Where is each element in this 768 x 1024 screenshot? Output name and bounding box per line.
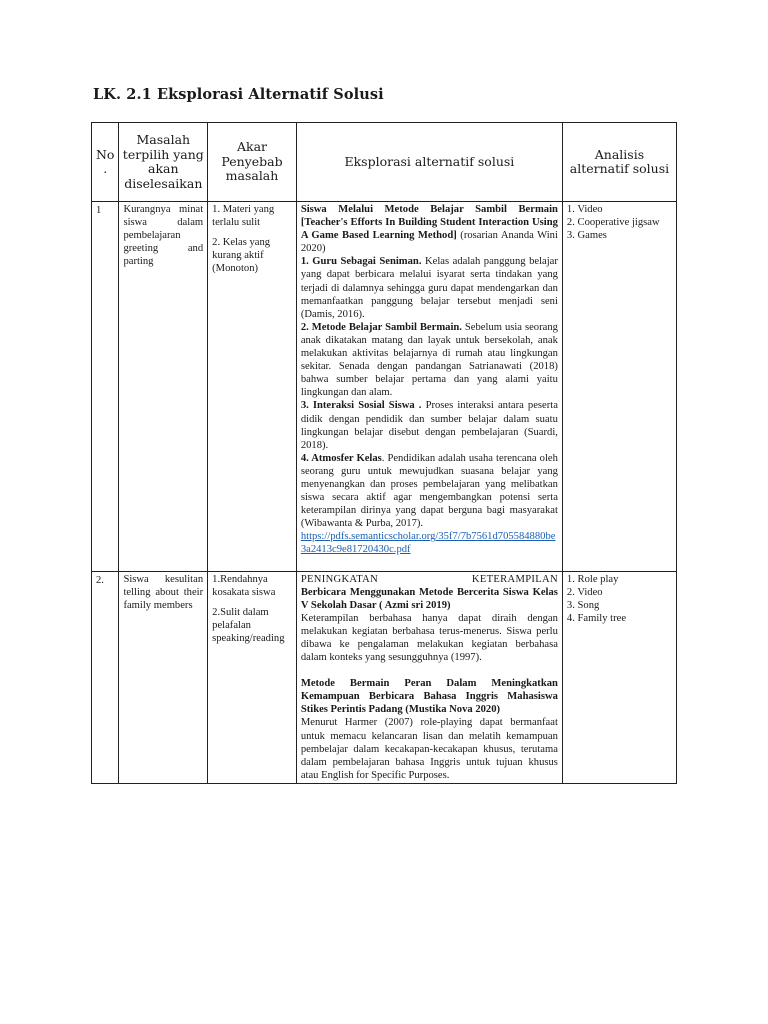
source-text: Keterampilan berbahasa hanya dapat diraih dengan melakukan kegiatan berbahasa terus-menerus. Siswa perlu dibawa ke pengalaman melakukan kegiatan berbahasa dalam konteks yang sesungguhnya (1997). bbox=[300, 612, 558, 664]
point-label: 1. Guru Sebagai Seniman. bbox=[300, 256, 422, 268]
analisis-item: 2. Cooperative jigsaw bbox=[566, 217, 660, 229]
header-analisis: Analisis alternatif solusi bbox=[562, 123, 676, 202]
point-text: Sebelum usia seorang anak dikatakan matang dan layak untuk bersekolah, anak melakukan aktivitas belajarnya di rumah atau lingkungan sekitar. Senada dengan pandangan Satrianawati (2018) bahwa sumber belajar pertama dan yang alami yaitu lingkungan dan alam. bbox=[300, 321, 558, 399]
analisis-item: 1. Role play bbox=[566, 573, 619, 585]
row-number: 2. bbox=[92, 571, 119, 783]
akar-item: 1.Rendahnya kosakata siswa bbox=[212, 573, 276, 598]
point-label: 2. Metode Belajar Sambil Bermain. bbox=[300, 321, 462, 333]
point-text: . Pendidikan adalah usaha terencana oleh seorang guru untuk mewujudkan suasana belajar yang menyenangkan dan proses pembelajaran yang melibatkan siswa secara aktif agar mengembangkan potensi serta keterampilan dirinya yang dapat berguna bagi masyarakat (Wibawanta & Purba, 2017). bbox=[300, 452, 558, 530]
analisis-cell bbox=[562, 571, 676, 783]
analisis-item: 4. Family tree bbox=[566, 612, 627, 624]
akar-cell bbox=[208, 571, 297, 783]
header-no: No . bbox=[92, 123, 119, 202]
masalah-cell: Kurangnya minat siswa dalam pembelajaran greeting and parting bbox=[119, 202, 208, 572]
header-eksplorasi: Eksplorasi alternatif solusi bbox=[296, 123, 562, 202]
analisis-item: 3. Games bbox=[566, 230, 607, 242]
source-title: Siswa Melalui Metode Belajar Sambil Bermain [Teacher's Efforts In Building Student Interaction Using A Game Based Learning Method] bbox=[300, 204, 558, 242]
table-row bbox=[92, 202, 677, 572]
akar-item: 1. Materi yang terlalu sulit bbox=[212, 204, 275, 229]
source-title: Berbicara Menggunakan Metode Bercerita Siswa Kelas V Sekolah Dasar ( Azmi sri 2019) bbox=[300, 586, 558, 611]
header-masalah: Masalah terpilih yang akan diselesaikan bbox=[119, 123, 208, 202]
reference-link[interactable]: https://pdfs.semanticscholar.org/35f7/7b7561d705584880be3a2413c9e81720430c.pdf bbox=[300, 531, 556, 556]
analisis-item: 2. Video bbox=[566, 586, 603, 598]
akar-item: 2. Kelas yang kurang aktif (Monoton) bbox=[212, 237, 271, 275]
eksplorasi-cell bbox=[296, 571, 562, 783]
row-number: 1 bbox=[92, 202, 119, 572]
point-text: Kelas adalah panggung belajar yang dapat berbicara melalui isyarat serta tindakan yang terjadi di dalamnya sehingga guru dapat mendengarkan dan memanfaatkan panggung belajar tersebut menjadi seni (Damis, 2016). bbox=[300, 256, 558, 320]
akar-cell bbox=[208, 202, 297, 572]
table-header-row bbox=[92, 123, 677, 202]
source-title: Metode Bermain Peran Dalam Meningkatkan Kemampuan Berbicara Bahasa Inggris Mahasiswa Stikes Perintis Padang (Mustika Nova 2020) bbox=[300, 678, 558, 716]
caps-lead: PENINGKATAN KETERAMPILAN bbox=[300, 573, 558, 585]
page-title: LK. 2.1 Eksplorasi Alternatif Solusi bbox=[93, 86, 384, 103]
masalah-cell: Siswa kesulitan telling about their family members bbox=[119, 571, 208, 783]
table-row bbox=[92, 571, 677, 783]
solution-table bbox=[91, 122, 677, 784]
point-text: Proses interaksi antara peserta didik dengan pendidik dan sumber belajar dalam suatu lingkungan belajar disebut dengan pembelajaran (Suardi, 2018). bbox=[300, 400, 558, 451]
eksplorasi-cell bbox=[296, 202, 562, 572]
analisis-cell bbox=[562, 202, 676, 572]
point-label: 3. Interaksi Sosial Siswa . bbox=[300, 400, 422, 412]
analisis-item: 1. Video bbox=[566, 204, 603, 215]
analisis-item: 3. Song bbox=[566, 599, 600, 611]
source-text: Menurut Harmer (2007) role-playing dapat bermanfaat untuk memacu kelancaran lisan dan melatih kemampuan pembelajar dalam kecakapan-kecakapan khusus, terutama dalam pembelajaran bahasa Inggris untuk tujuan khusus atau English for Specific Purposes. bbox=[300, 717, 558, 781]
header-akar: Akar Penyebab masalah bbox=[208, 123, 297, 202]
point-label: 4. Atmosfer Kelas bbox=[300, 452, 382, 464]
source-author: (rosarian Ananda Wini 2020) bbox=[300, 230, 558, 255]
akar-item: 2.Sulit dalam pelafalan speaking/reading bbox=[212, 606, 285, 644]
